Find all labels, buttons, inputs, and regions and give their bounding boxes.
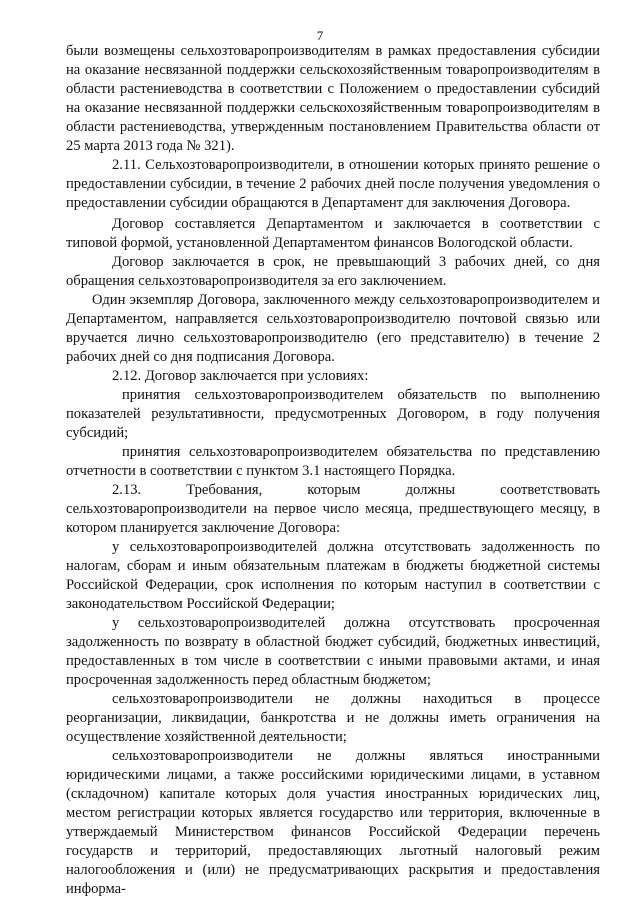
condition-reporting: принятия сельхозтоваропроизводителем обязательства по представлению отчетности в соответствии с пунктом 3.1 настоящего Порядка. [66, 444, 600, 479]
requirement-budget-debt: у сельхозтоваропроизводителей должна отсутствовать просроченная задолженность по возврату в областной бюджет субсидий, бюджетных инвестиций, предоставленных в том числе в соответствии с иными правовыми актами, и иная просроченная задолженность перед областным бюджетом; [66, 615, 600, 688]
page-number: 7 [316, 28, 324, 43]
document-body [66, 42, 600, 899]
paragraph-contract-copy: Один экземпляр Договора, заключенного между сельхозтоваропроизводителем и Департаментом, направляется сельхозтоваропроизводителю почтовой связью или вручается лично сельхозтоваропроизводителю (его представителю) в течение 2 рабочих дней со дня подписания Договора. [66, 292, 600, 365]
paragraph-continuation: были возмещены сельхозтоваропроизводителям в рамках предоставления субсидии на оказание несвязанной поддержки сельскохозяйственным товаропроизводителям в области растениеводства в соответствии с Положением о предоставлении субсидий на оказание несвязанной поддержки сельскохозяйственным товаропроизводителям в области растениеводства, утвержденным постановлением Правительства области от 25 марта 2013 года № 321). [66, 43, 600, 154]
paragraph-2-11: 2.11. Сельхозтоваропроизводители, в отношении которых принято решение о предоставлении субсидии, в течение 2 рабочих дней после получения уведомления о предоставлении субсидии обращаются в Департамент для заключения Договора. [66, 157, 600, 211]
requirement-reorganization: сельхозтоваропроизводители не должны находиться в процессе реорганизации, ликвидации, банкротства и не должны иметь ограничения на осуществление хозяйственной деятельности; [66, 691, 600, 745]
paragraph-2-12: 2.12. Договор заключается при условиях: [112, 368, 369, 384]
condition-performance-indicators: принятия сельхозтоваропроизводителем обязательств по выполнению показателей результативности, предусмотренных Договором, в году получения субсидий; [66, 387, 600, 441]
requirement-foreign-entities: сельхозтоваропроизводители не должны являться иностранными юридическими лицами, а также российскими юридическими лицами, в уставном (складочном) капитале которых доля участия иностранных юридических лиц, местом регистрации которых является государство или территория, включенные в утверждаемый Министерством финансов Российской Федерации перечень государств и территорий, предоставляющих льготный налоговый режим налогообложения и (или) не предусматривающих раскрытия и предоставления информа- [66, 748, 600, 897]
paragraph-contract-term: Договор заключается в срок, не превышающий 3 рабочих дней, со дня обращения сельхозтоваропроизводителя за его заключением. [66, 254, 600, 289]
requirement-tax-debt: у сельхозтоваропроизводителей должна отсутствовать задолженность по налогам, сборам и иным обязательным платежам в бюджеты бюджетной системы Российской Федерации, срок исполнения по которым наступил в соответствии с законодательством Российской Федерации; [66, 539, 600, 612]
paragraph-contract-form: Договор составляется Департаментом и заключается в соответствии с типовой формой, установленной Департаментом финансов Вологодской области. [66, 216, 600, 251]
paragraph-2-13: 2.13. Требования, которым должны соответствовать сельхозтоваропроизводители на первое число месяца, предшествующего месяцу, в котором планируется заключение Договора: [66, 482, 600, 536]
